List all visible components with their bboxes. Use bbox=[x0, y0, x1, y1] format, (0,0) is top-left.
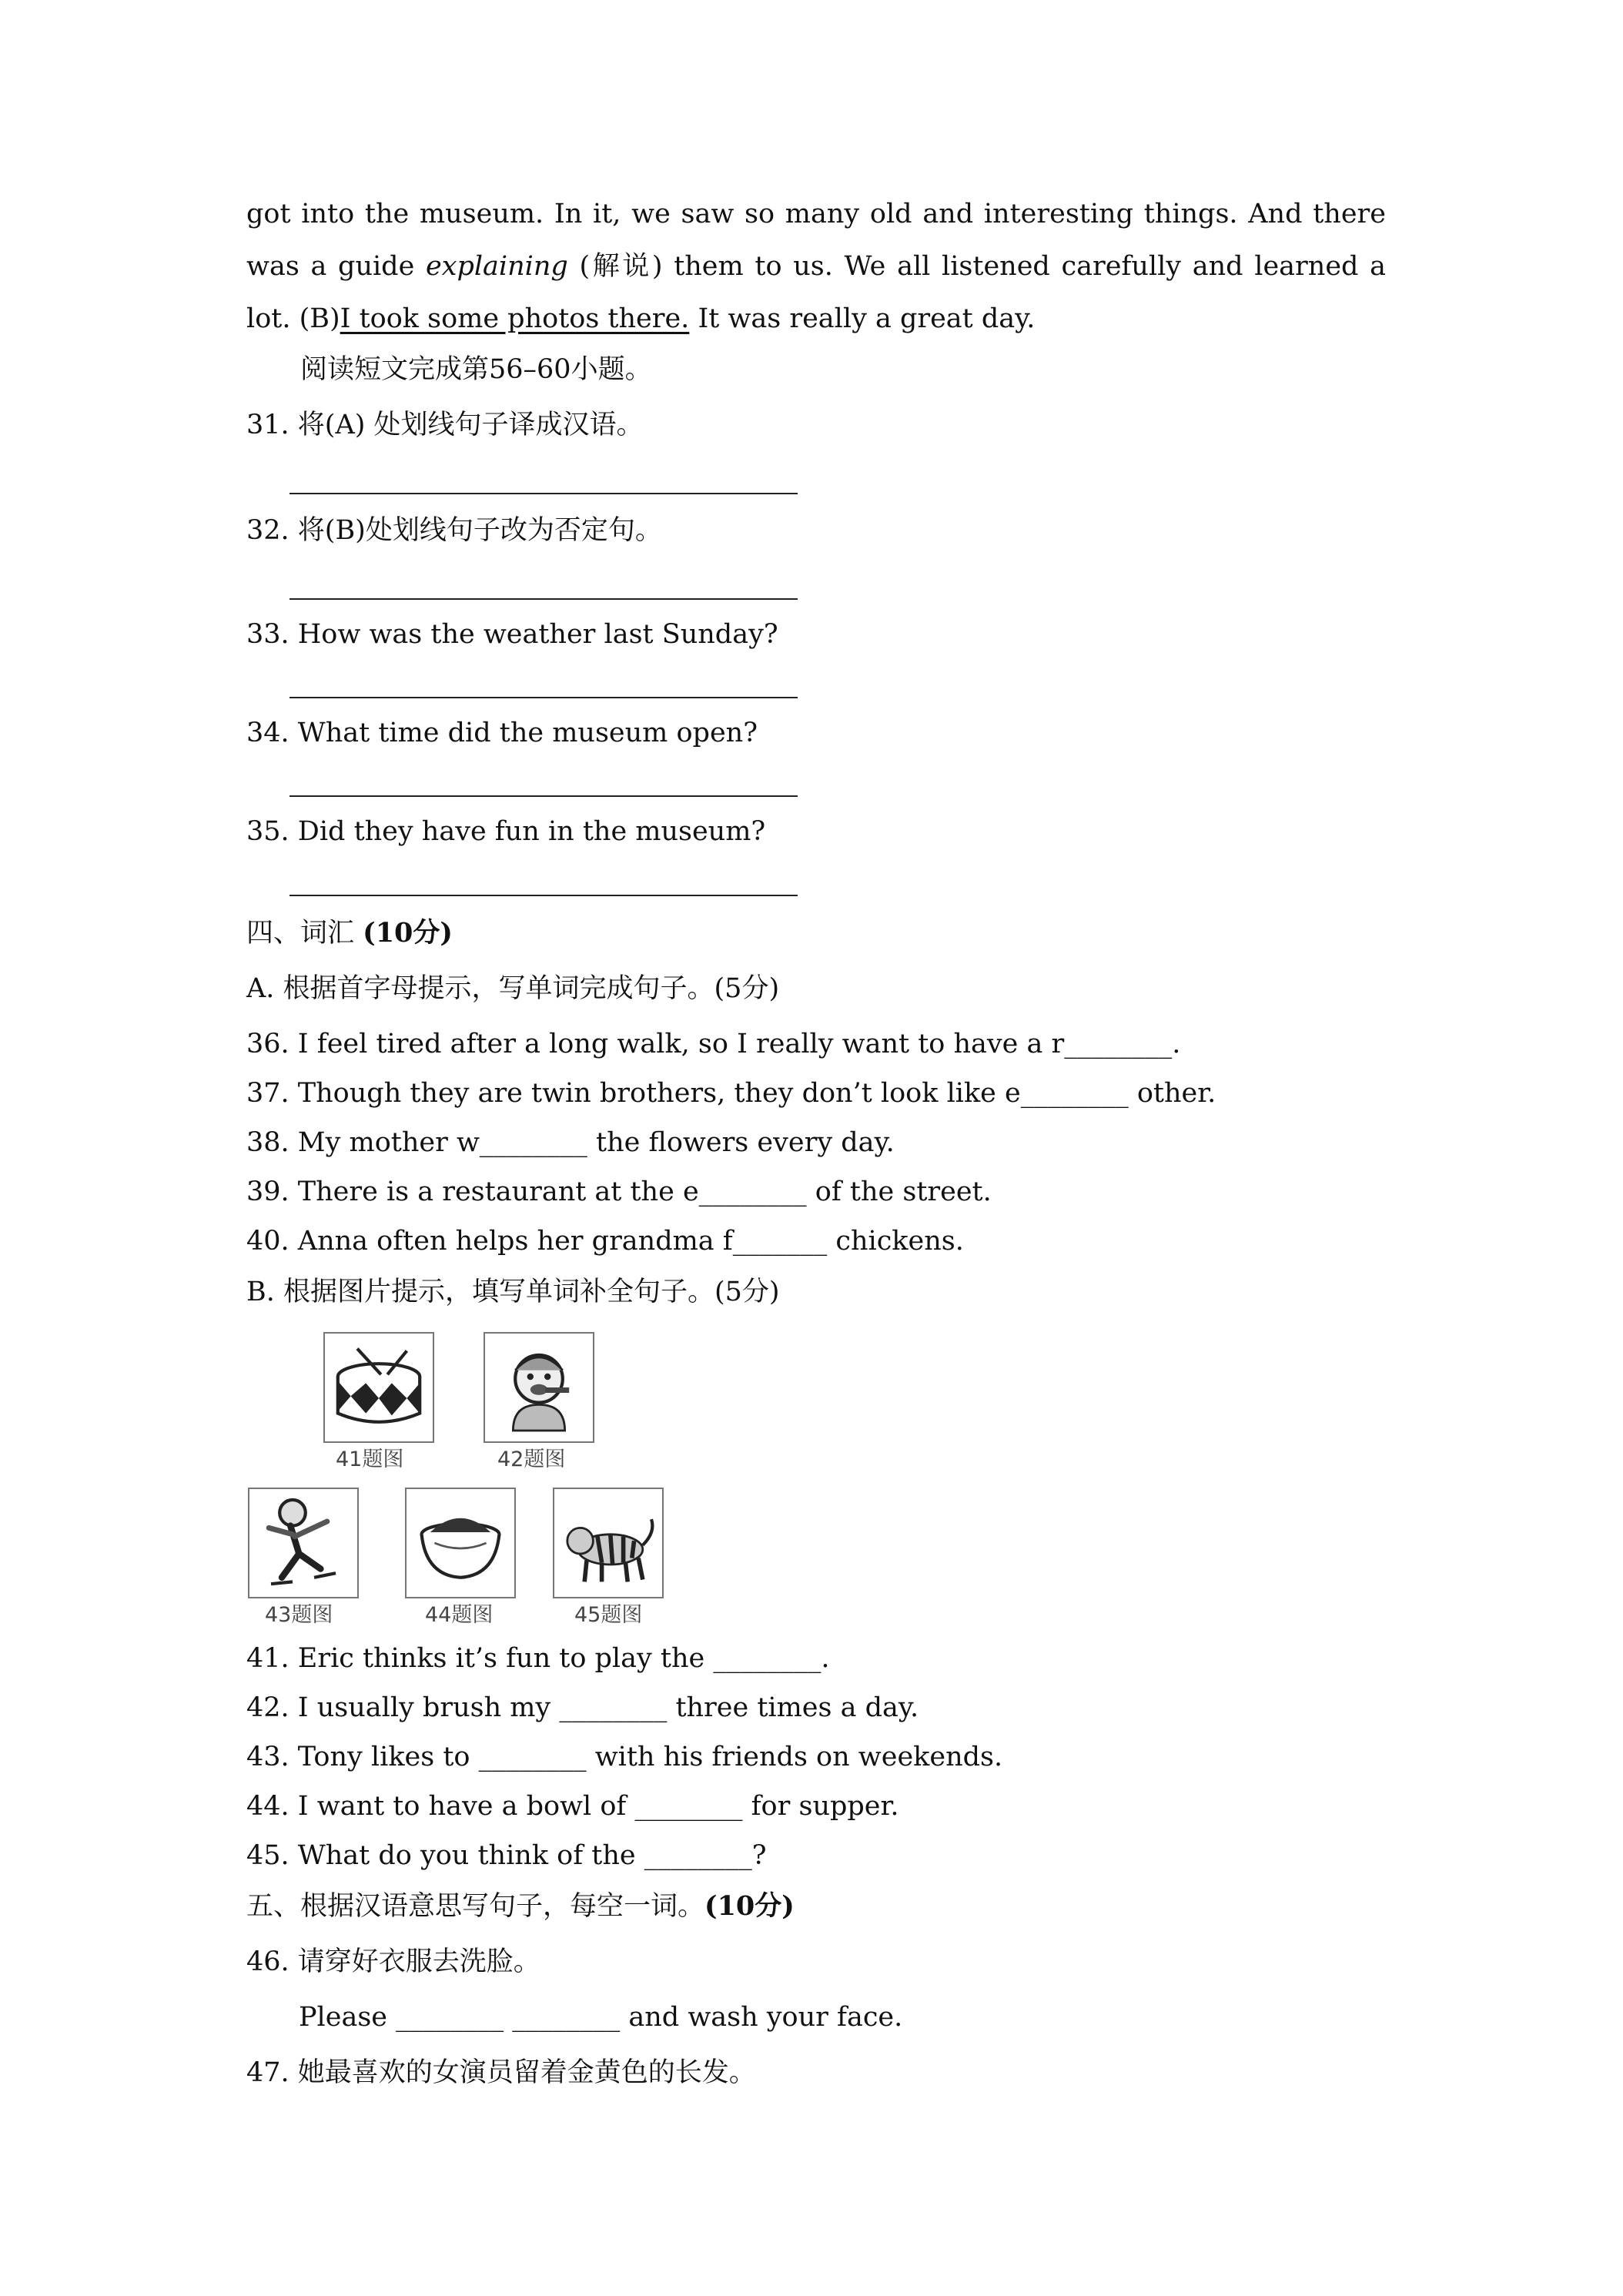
section-5-label: 五、根据汉语意思写句子，每空一词。 bbox=[246, 1891, 705, 1922]
part-a-title: A. 根据首字母提示，写单词完成句子。(5分) bbox=[246, 973, 780, 1004]
question-33: 33. How was the weather last Sunday? bbox=[246, 619, 778, 650]
part-b-title: B. 根据图片提示，填写单词补全句子。(5分) bbox=[246, 1277, 780, 1307]
underlined-sentence-b: I took some photos there. bbox=[340, 303, 690, 334]
skating-boy-icon bbox=[248, 1488, 359, 1598]
question-46: 46. 请穿好衣服去洗脸。 bbox=[246, 1946, 540, 1977]
toothbrush-boy-icon bbox=[484, 1332, 594, 1443]
answer-line-33[interactable] bbox=[289, 697, 798, 698]
passage-text-1: got into the museum. In it, we saw so many old and interesting things. And there was a guide bbox=[246, 199, 1386, 282]
question-44: 44. I want to have a bowl of ________ for supper. bbox=[246, 1791, 899, 1822]
section-4-score: (10分) bbox=[363, 917, 453, 949]
caption-45: 45题图 bbox=[574, 1603, 643, 1627]
section-4-title bbox=[246, 916, 453, 950]
section-4-label: 四、词汇 bbox=[246, 918, 363, 949]
noodle-bowl-icon bbox=[405, 1488, 516, 1598]
question-34: 34. What time did the museum open? bbox=[246, 718, 758, 748]
caption-42: 42题图 bbox=[497, 1448, 566, 1471]
answer-line-31[interactable] bbox=[289, 493, 798, 494]
section-5-title bbox=[246, 1889, 795, 1923]
caption-44: 44题图 bbox=[425, 1603, 494, 1627]
answer-line-32[interactable] bbox=[289, 598, 798, 600]
question-41: 41. Eric thinks it’s fun to play the ________. bbox=[246, 1643, 830, 1674]
caption-41: 41题图 bbox=[336, 1448, 404, 1471]
question-32: 32. 将(B)处划线句子改为否定句。 bbox=[246, 515, 662, 546]
passage-text-2: (解说) them to us. We all listened carefully and learned a lot. (B) bbox=[246, 251, 1386, 334]
question-39: 39. There is a restaurant at the e________ of the street. bbox=[246, 1176, 992, 1207]
question-42: 42. I usually brush my ________ three times a day. bbox=[246, 1692, 919, 1723]
question-36: 36. I feel tired after a long walk, so I really want to have a r________. bbox=[246, 1029, 1181, 1059]
answer-line-34[interactable] bbox=[289, 795, 798, 797]
tiger-icon bbox=[553, 1488, 664, 1598]
question-40: 40. Anna often helps her grandma f_______ chickens. bbox=[246, 1226, 964, 1257]
answer-46: Please ________ ________ and wash your face. bbox=[299, 2002, 903, 2033]
question-38: 38. My mother w________ the flowers every day. bbox=[246, 1127, 895, 1158]
question-31: 31. 将(A) 处划线句子译成汉语。 bbox=[246, 410, 644, 440]
reading-instruction: 阅读短文完成第56–60小题。 bbox=[300, 354, 652, 385]
caption-43: 43题图 bbox=[265, 1603, 333, 1627]
question-45: 45. What do you think of the ________? bbox=[246, 1840, 767, 1871]
question-35: 35. Did they have fun in the museum? bbox=[246, 816, 766, 847]
drum-icon bbox=[323, 1332, 434, 1443]
question-47: 47. 她最喜欢的女演员留着金黄色的长发。 bbox=[246, 2057, 756, 2088]
section-5-score: (10分) bbox=[704, 1890, 795, 1922]
passage-italic-word: explaining bbox=[426, 251, 568, 282]
question-43: 43. Tony likes to ________ with his friends on weekends. bbox=[246, 1742, 1003, 1772]
answer-line-35[interactable] bbox=[289, 895, 798, 896]
question-37: 37. Though they are twin brothers, they don’t look like e________ other. bbox=[246, 1078, 1216, 1109]
passage-text-3: It was really a great day. bbox=[689, 303, 1036, 334]
reading-passage bbox=[246, 188, 1386, 345]
